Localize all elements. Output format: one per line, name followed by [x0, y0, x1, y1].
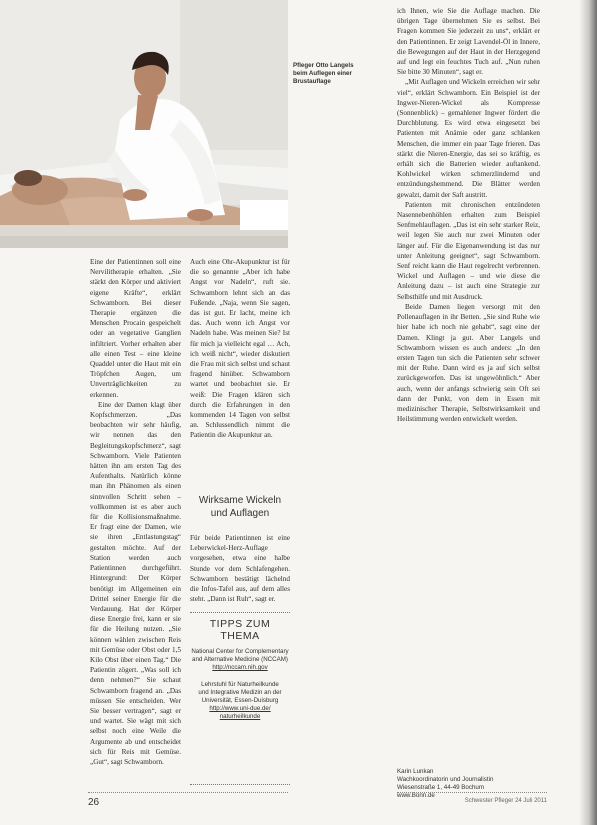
column-3 [397, 6, 540, 424]
page-number: 26 [88, 797, 100, 808]
tips-link[interactable]: http://nccam.nih.gov [212, 664, 268, 672]
tips-line: and Alternative Medicine (NCCAM) [192, 656, 288, 664]
footer-rule [88, 792, 288, 793]
signature-line: Wachkoordinatorin und Journalistin [397, 776, 494, 783]
section-subheading [190, 494, 290, 520]
subheading-line: und Auflagen [210, 508, 270, 519]
signature-line: Karin Lunkan [397, 768, 434, 775]
caption-line: Brustauflage [293, 78, 331, 85]
column-1 [90, 257, 181, 767]
photo-caption [293, 62, 383, 86]
paragraph: Auch eine Ohr-Akupunktur ist für die so genannte „Aber ich habe Angst vor Nadeln“, ruft sie. Schwamborn lehnt sich an das Fußende. „Naja, wenn Sie sagen, das ist gut. Er lacht, meine ich das. Auch wenn ich Angst vor Nadeln habe. Was meinen Sie? Ist für mich ja vielleicht egal … Ach, ich weiß nicht“, wieder diskutiert die Frau mit sich selbst und schaut fragend hinüber. Schwamborn wartet und beobachtet sie. Er weiß: Die Fragen klären sich durch die Erfahrungen in den kommenden 14 Tagen von selbst an. Schlussendlich nimmt die Patientin die Akupunktur an. [190, 258, 290, 440]
journal-footer: Schwester Pfleger 24 Juli 2011 [464, 798, 547, 804]
divider [190, 612, 290, 613]
tips-line: Lehrstuhl für Naturheilkunde [201, 680, 279, 688]
page-edge-shadow [579, 0, 597, 825]
paragraph: Für beide Patientinnen ist eine Leberwickel-Herz-Auflage vorgesehen, etwa eine halbe Stunde vor dem Schlafengehen. Schwamborn bestätigt lächelnd die Infos-Tafel aus, auf dem alles steht. „Dann ist Ruh“, sagt er. [190, 534, 290, 604]
paragraph: Beide Damen liegen versorgt mit den Pollenauflagen in ihr Betten. „Sie sind Ruhe wie hier habe ich noch nie gehabt“, sagt eine der Damen. Klingt ja gut. Aber Langels und Schwamborn wissen es auch anders: „In den ersten Tagen tun sich die Patienten sehr schwer mit der Ruhe. Dann wird es ja auf sich selbst zurückgeworfen. Das ist ungewöhnlich.“ Aber auch, wenn der anfangs schwierig sein Oft sei dann der Punkt, von dem in Essen mit medizinischer Therapie, Selbstwirksamkeit und Heilstimmung werden entwickelt werden. [397, 302, 540, 424]
divider [190, 784, 290, 785]
paragraph: ich Ihnen, wie Sie die Auflage machen. Die übrigen Tage übernehmen Sie es selbst. Bei Fragen kommen Sie jederzeit zu uns“, erklärt er den Patientinnen. Er zeigt Lavendel-Öl in Innere, die Bewegungen auf der Haut in der Herzgegend auf und legt ein feuchtes Tuch auf. „Nun ruhen Sie bitte 30 Minuten“, sagt er. [397, 7, 540, 77]
tips-box [190, 618, 290, 722]
paragraph: Patienten mit chronischen entzündeten Nasennebenhöhlen erhalten zum Beispiel Senfmehlauflagen. „Das ist ein sehr starker Reiz, weil legen Sie auch nur zwei Minuten oder länger auf. Für die Eigenanwendung ist das nur unter Anleitung geeignet“, sagt Schwamborn. Senf reicht kann die Haut regelrecht verbrennen. Wickel und Auflagen – und wie diese die Anleitung dazu – ist auch eine Strategie zur Selbsthilfe und mit Ausdruck. [397, 200, 540, 301]
author-signature [397, 768, 540, 800]
nurse-treatment-illustration [0, 0, 288, 248]
caption-line: Pfleger Otto Langels [293, 62, 354, 69]
tips-line: National Center for Complementary [191, 648, 289, 655]
tips-line: und Integrative Medizin an der [198, 688, 282, 696]
patient-photo [0, 0, 288, 248]
signature-line: www.Bonn.de [397, 792, 435, 799]
tips-link[interactable]: naturheilkunde [219, 713, 261, 721]
caption-line: beim Auflegen einer [293, 70, 352, 77]
tips-line: Universität, Essen-Duisburg [201, 697, 279, 705]
column-2-continued [190, 533, 290, 604]
paragraph: Eine der Damen klagt über Kopfschmerzen. „Das beobachten wir sehr häufig, wir nennen das den Begleitungskopfschmerz“, sagt Schwamborn. Viele Patienten hätten ihn am ersten Tag des Aufenthalts. Natürlich könne man ihn Phänomen als einen sinnvollen Schritt sehen – vollkommen ist es aber auch für die Kollisionsmaßnahme. Er fragt eine der Damen, wie sie ihren „Entlastungstag“ gestalten möchte. Auf der Station werden auch Patientinnen durchgeführt. Hintergrund: Der Körper benötigt im Allgemeinen ein Drittel seiner Energie für die Verdauung. Hat der Körper diese Energie frei, kann er sie für die Heilung nutzen. „Sie können wählen zwischen Reis mit Gemüse oder Obst oder 1,5 Kilo Obst über einen Tag.“ Die Patientin zögert. „Was soll ich denn nehmen?“ Sie schaut Schwamborn fragend an. „Das müssen Sie entscheiden. Wer Sie besser vertragen“, sagt er und wartet. Sie wägt mit sich selbst noch eine Weile die Argumente ab und entscheidet sich für Reis mit Gemüse. „Gut“, sagt Schwamborn. [90, 400, 181, 766]
subheading-line: Wirksame Wickeln [198, 495, 282, 506]
tips-title: TIPPS ZUM THEMA [209, 618, 271, 642]
signature-line: Wiesenstraße 1, 44-49 Bochum [397, 784, 485, 791]
paragraph: Eine der Patientinnen soll eine Nervilitherapie erhalten. „Sie stärkt den Körper und aktiviert eigene Kräfte“, erklärt Schwamborn. Bei dieser Therapie ergänzen die Menschen Procain gespeichelt oder an vegetative Ganglien infiltriert. Vorher erhalten aber alle einen Test – eine kleine Quaddel unter die Haut mit ein Tröpfchen Augen, um Unverträglichkeiten zu erkennen. [90, 258, 181, 399]
footer-rule [397, 792, 547, 793]
column-2 [190, 257, 290, 441]
paragraph: „Mit Auflagen und Wickeln erreichen wir sehr viel“, erklärt Schwamborn. Ein Beispiel ist der Ingwer-Nieren-Wickel als Kompresse (Sonnenblick) – gemahlener Ingwer fördert die Durchblutung. Es wird etwa eingesetzt bei Patienten mit Anämie oder ganz schlanken Menschen, die immer ein paar Tage frieren. Das stärkt die Nieren-Energie, das sei so kräftig, es erhält sich die Batterien wieder auftankend. Kohlwickel wirken schmerzlindernd und entzündungshemmend. Die Blätter werden gewalzt, damit der Saft austritt. [397, 78, 540, 199]
tips-link[interactable]: http://www.uni-due.de/ [209, 705, 271, 713]
